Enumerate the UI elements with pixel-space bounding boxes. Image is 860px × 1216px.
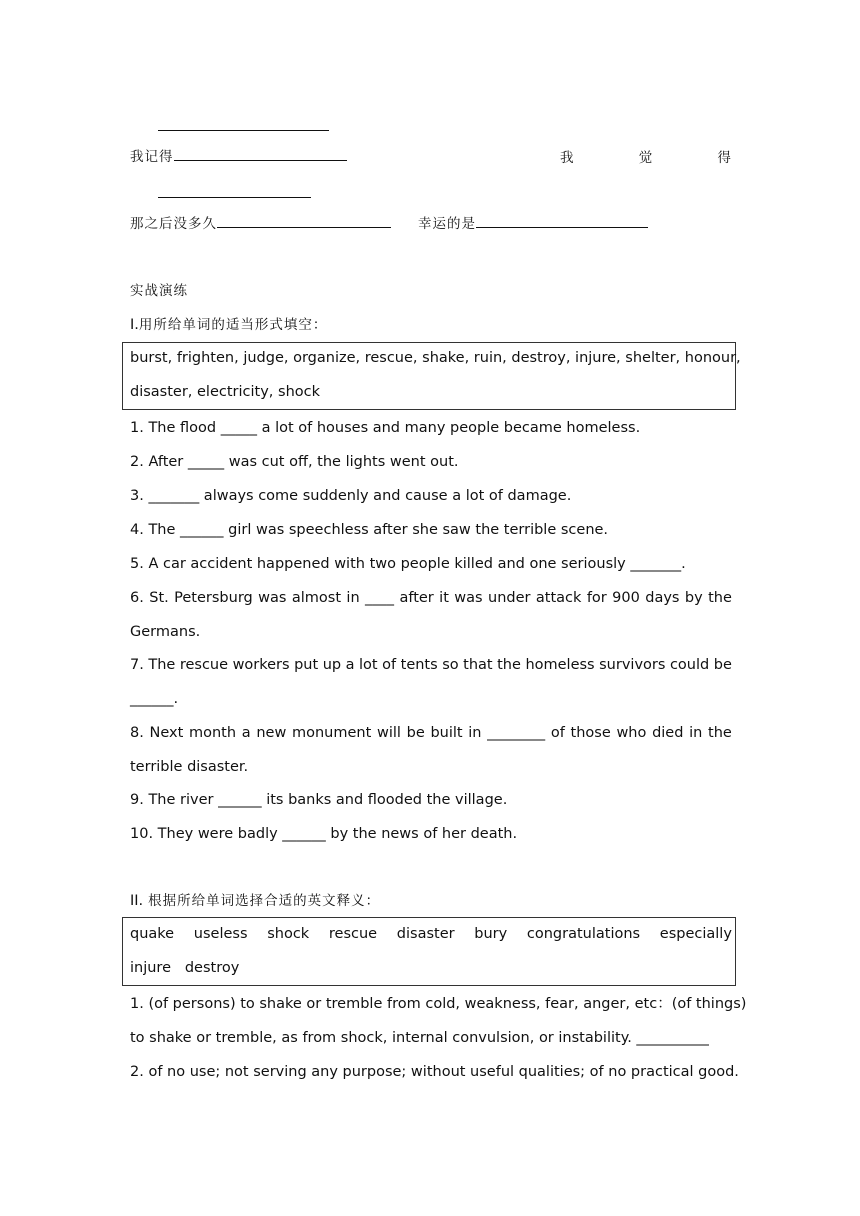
answer-blank-fortunately[interactable] [476,213,648,228]
question-8-line2: terrible disaster. [130,759,249,775]
prompt-i-feel [560,146,732,166]
question-5: 5. A car accident happened with two people killed and one seriously _______. [130,556,686,572]
answer-blank-top[interactable] [158,116,329,131]
question-1: 1. The flood _____ a lot of houses and many people became homeless. [130,420,641,436]
question-7-line2: ______. [130,691,179,707]
question-6-line2: Germans. [130,624,201,640]
question-3: 3. _______ always come suddenly and cause a lot of damage. [130,488,572,504]
answer-blank-i-remember[interactable] [174,146,347,161]
question-7-line1: 7. The rescue workers put up a lot of tents so that the homeless survivors could be [130,657,732,673]
i-feel-char-3: 得 [717,150,732,166]
question-8-line1: 8. Next month a new monument will be built in ________ of those who died in the [130,725,732,741]
question-9: 9. The river ______ its banks and flooded the village. [130,792,508,808]
definition-1-line2: to shake or tremble, as from shock, internal convulsion, or instability. __________ [130,1030,709,1046]
section1-heading [130,315,327,335]
i-feel-char-2: 觉 [638,150,654,166]
definition-2-line1: 2. of no use; not serving any purpose; without useful qualities; of no practical good. [130,1064,739,1080]
i-feel-char-1: 我 [560,150,575,166]
question-4: 4. The ______ girl was speechless after she saw the terrible scene. [130,522,609,538]
definition-1-line1: 1. (of persons) to shake or tremble from cold, weakness, fear, anger, etc：(of things) [130,996,747,1012]
word-box-2-line1: quake useless shock rescue disaster bury congratulations especially [130,926,732,942]
section1-numeral: I. [130,317,139,333]
word-box-1-line1: burst, frighten, judge, organize, rescue, shake, ruin, destroy, injure, shelter, honour, [130,350,741,366]
word-box-2 [122,917,736,986]
prompt-i-remember: 我记得 [130,146,347,167]
question-6-line1: 6. St. Petersburg was almost in ____ after it was under attack for 900 days by the [130,590,732,606]
section2-instruction: 根据所给单词选择合适的英文释义： [148,893,381,909]
section2-heading [130,891,380,911]
prompt-fortunately: 幸运的是 [418,213,648,234]
answer-blank-i-feel[interactable] [158,183,311,198]
question-2: 2. After _____ was cut off, the lights went out. [130,454,459,470]
word-box-2-line2: injure destroy [130,960,240,976]
word-box-1-line2: disaster, electricity, shock [130,384,321,400]
word-box-1 [122,342,741,410]
prompt-not-long-after: 那之后没多久 [130,213,391,234]
answer-blank-not-long-after[interactable] [217,213,391,228]
section1-instruction: 用所给单词的适当形式填空： [138,317,328,333]
practice-title: 实战演练 [130,283,188,299]
question-10: 10. They were badly ______ by the news of her death. [130,826,518,842]
section2-numeral: II. [130,893,144,909]
